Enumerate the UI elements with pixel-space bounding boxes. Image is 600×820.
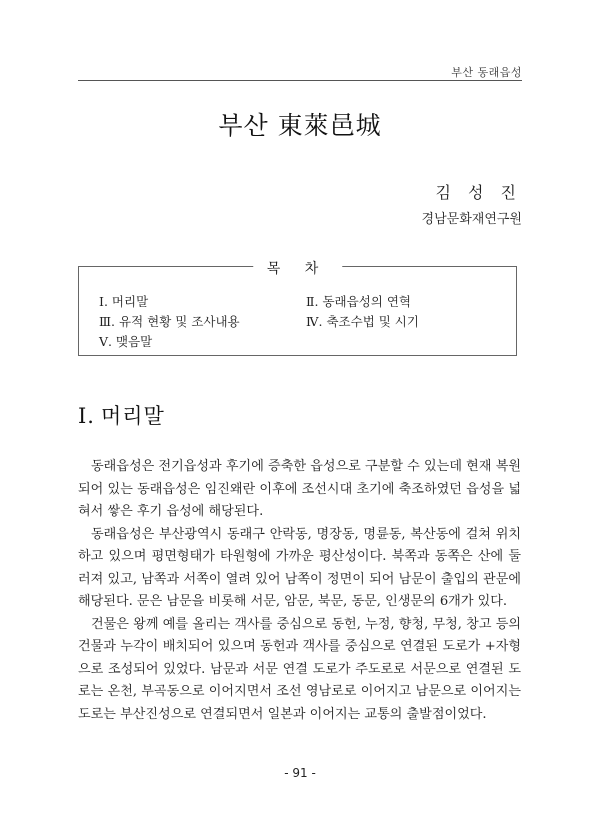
article-title: 부산 東萊邑城 [218,111,382,140]
author-affiliation: 경남문화재연구원 [421,212,522,227]
toc-item-label: 축조수법 및 시기 [326,314,419,329]
table-of-contents [78,261,517,356]
toc-item[interactable] [99,292,148,310]
toc-item-number: Ⅲ. [99,314,116,329]
body-paragraph: 건물은 왕께 예를 올리는 객사를 중심으로 동헌, 누정, 향청, 무청, 창고 등의 건물과 누각이 배치되어 있으며 동헌과 객사를 중심으로 연결된 도로가 +자형으로 조성되어 있었다. 남문과 서문 연결 도로가 주도로로 서문으로 연결된 도로는 온천, 부곡동으로 이어지면서 조선 영남로로 이어지고 남문으로 이어지는 도로는 부산진성으로 연결되면서 일본과 이어지는 교통의 출발점이었다. [78,616,521,722]
toc-item-number: Ⅳ. [306,314,323,329]
body-paragraph: 동래읍성은 전기읍성과 후기에 증축한 읍성으로 구분할 수 있는데 현재 복원되어 있는 동래읍성은 임진왜란 이후에 조선시대 초기에 축조하였던 읍성을 넓혀서 쌓은 후기 읍성에 해당된다. [78,459,521,519]
author-name: 김 성 진 [435,183,522,202]
toc-item-label: 동래읍성의 연혁 [322,294,411,309]
toc-item-number: Ⅱ. [306,294,319,309]
page-number: - 91 - [284,766,316,780]
toc-item-label: 유적 현황 및 조사내용 [119,314,240,329]
toc-item[interactable] [99,312,240,330]
section-heading [78,400,165,430]
toc-item-number: Ⅴ. [99,334,113,349]
body-paragraph: 동래읍성은 부산광역시 동래구 안락동, 명장동, 명륜동, 복산동에 걸쳐 위치하고 있으며 평면형태가 타원형에 가까운 평산성이다. 북쪽과 동쪽은 산에 둘러져 있고, 남쪽과 서쪽이 열려 있어 남쪽이 정면이 되어 남문이 출입의 관문에 해당된다. 문은 남문을 비롯해 서문, 암문, 북문, 동문, 인생문의 6개가 있다. [78,526,521,609]
toc-item[interactable] [306,312,419,330]
toc-heading: 목 차 [253,258,343,278]
running-header: 부산 동래읍성 [451,66,522,79]
toc-item-label: 맺음말 [116,334,153,349]
header-rule [78,80,522,81]
toc-item[interactable] [306,292,411,310]
toc-item-number: Ⅰ. [99,294,108,309]
toc-item[interactable] [99,332,152,350]
section-title: 머리말 [100,404,165,428]
toc-item-label: 머리말 [111,294,149,309]
section-body [78,456,521,726]
section-number: Ⅰ. [78,404,95,428]
